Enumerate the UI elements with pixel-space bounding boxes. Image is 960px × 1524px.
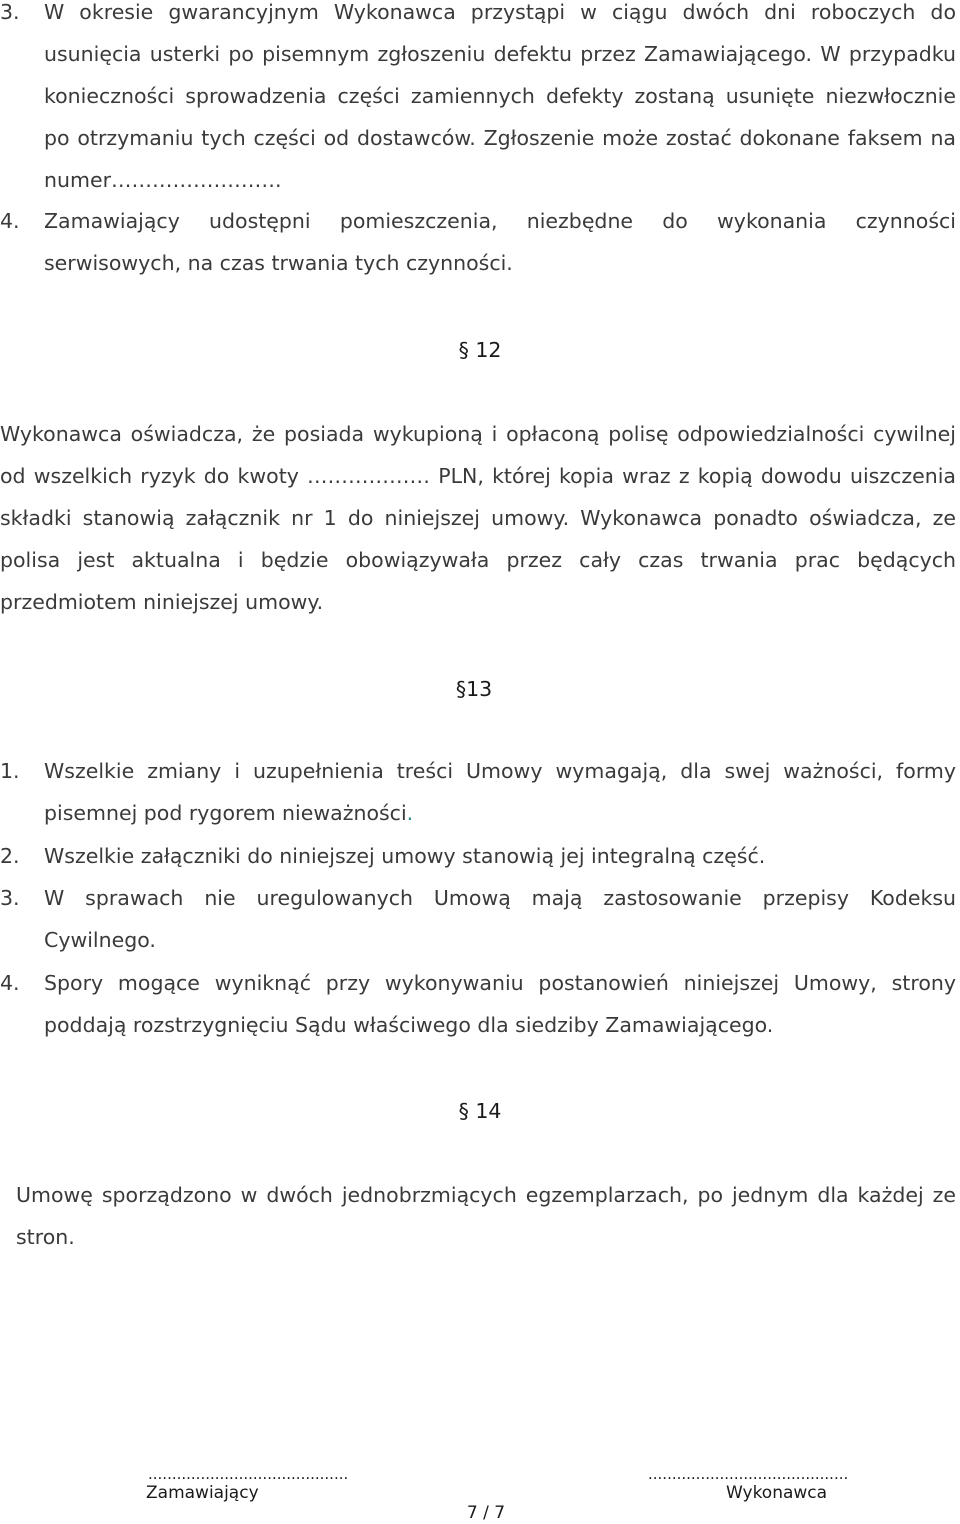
section-12-heading: § 12 (458, 338, 502, 362)
signature-label-zamawiajacy: Zamawiający (146, 1483, 259, 1503)
signature-line-right: .......................................... (648, 1465, 849, 1483)
page-number: 7 / 7 (466, 1503, 506, 1523)
section13-item-2 (0, 835, 956, 877)
section-13-heading: §13 (455, 677, 493, 701)
item-number: 3. (0, 886, 20, 910)
section13-item-3 (0, 877, 956, 961)
signature-label-wykonawca: Wykonawca (726, 1483, 828, 1503)
section-14-heading: § 14 (458, 1099, 502, 1123)
item-text: Spory mogące wyniknąć przy wykonywaniu postanowień niniejszej Umowy, strony poddają rozstrzygnięciu Sądu właściwego dla siedziby Zamawiającego. (44, 971, 956, 1037)
item-number: 3. (0, 0, 20, 24)
section-12-paragraph: Wykonawca oświadcza, że posiada wykupioną i opłaconą polisę odpowiedzialności cywilnej od wszelkich ryzyk do kwoty ……………… PLN, której kopia wraz z kopią dowodu uiszczenia składki stanowią załącznik nr 1 do niniejszej umowy. Wykonawca ponadto oświadcza, ze polisa jest aktualna i będzie obowiązywała przez cały czas trwania prac będących przedmiotem niniejszej umowy. (0, 422, 956, 614)
item-text: Wszelkie zmiany i uzupełnienia treści Umowy wymagają, dla swej ważności, formy pisemnej pod rygorem nieważności (44, 759, 956, 825)
item-text: Zamawiający udostępni pomieszczenia, niezbędne do wykonania czynności serwisowych, na czas trwania tych czynności. (44, 209, 956, 275)
item-number: 4. (0, 971, 20, 995)
section13-item-4 (0, 962, 956, 1046)
item-text: W okresie gwarancyjnym Wykonawca przystąpi w ciągu dwóch dni roboczych do usunięcia usterki po pisemnym zgłoszeniu defektu przez Zamawiającego. W przypadku konieczności sprowadzenia części zamiennych defekty zostaną usunięte niezwłocznie po otrzymaniu tych części od dostawców. Zgłoszenie może zostać dokonane faksem na numer……………………. (44, 0, 956, 192)
section11-item-4 (0, 200, 956, 284)
item-text: Wszelkie załączniki do niniejszej umowy stanowią jej integralną część. (44, 844, 766, 868)
section11-item-3 (0, 0, 956, 201)
section13-item-1 (0, 750, 956, 834)
section-14-paragraph: Umowę sporządzono w dwóch jednobrzmiących egzemplarzach, po jednym dla każdej ze stron. (16, 1183, 956, 1249)
item-number: 1. (0, 759, 20, 783)
accent-period: . (406, 801, 414, 825)
item-number: 4. (0, 209, 20, 233)
signature-line-left: .......................................... (148, 1465, 349, 1483)
item-number: 2. (0, 844, 20, 868)
item-text: W sprawach nie uregulowanych Umową mają zastosowanie przepisy Kodeksu Cywilnego. (44, 886, 956, 952)
